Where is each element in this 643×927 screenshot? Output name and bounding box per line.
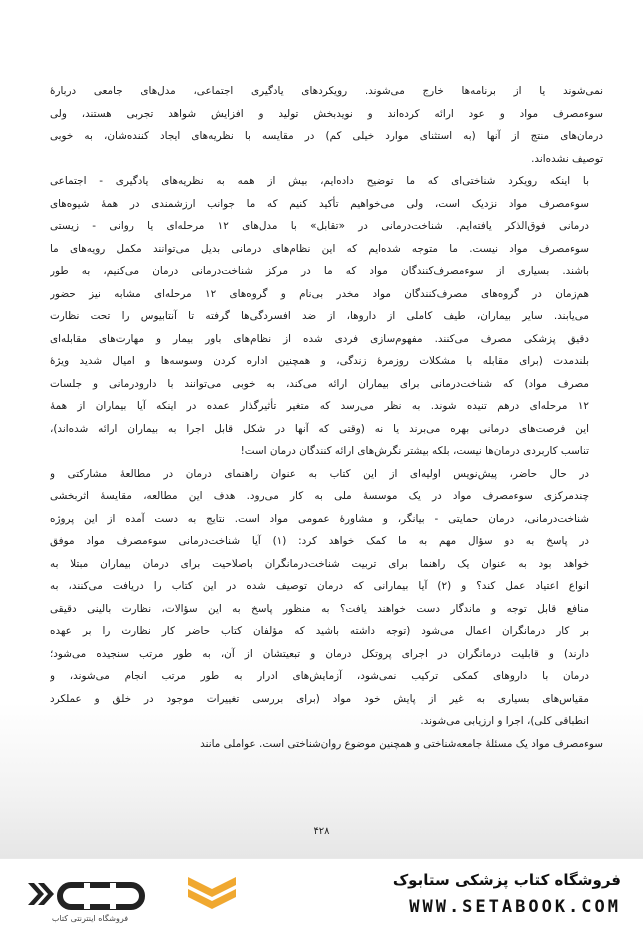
text-line: تناسب کاربردی درمان‌ها نیست، بلکه بیشتر نگرش‌های ارائه کنندگان درمان است!: [240, 445, 589, 457]
text-line: درمانی فوق‌الذکر یافته‌ایم. شناخت‌درمانی در «تقابل» با مدل‌های ۱۲ مرحله‌ای یا روانی - زیستی: [50, 220, 589, 232]
setabook-wordmark-logo: [22, 869, 152, 919]
text-line: ۱۲ مرحله‌ای درهم تنیده شوند. به نظر می‌رسد که متغیر تأثیرگذار عمده در اینکه آیا بیماران از همهٔ: [50, 400, 589, 412]
text-line: خواهد بود به عنوان یک راهنما برای تربیت شناخت‌درمانگران باصلاحیت برای درمان بیماران مبتلا به: [50, 557, 589, 570]
text-line: سوءمصرف مواد یک مسئلهٔ جامعه‌شناختی و همچنین موضوع روان‌شناختی است. عواملی مانند: [200, 737, 603, 750]
text-line: درمان با داروهای کمکی ترکیب نمی‌شود، آزمایش‌های ادرار به طور مرتب انجام می‌شوند، و: [50, 670, 589, 682]
text-line: می‌یابند. سایر بیماران، طیف کاملی از داروها، از ضد افسردگی‌ها گرفته تا آنتابیوس را تحت نظارت: [50, 310, 589, 322]
text-line: دارند) و قابلیت درمانگران در اجرای پروتکل درمان و تبعیتشان از آن، به طور مرتب سنجیده می‌شود؛: [50, 647, 589, 660]
brand-tagline: فروشگاه اینترنتی کتاب: [51, 914, 129, 923]
text-line: سوءمصرف مواد نزدیک است، ولی می‌خواهیم تأکید کنیم که ما جوانب ارزشمندی در همهٔ شیوه‌های: [50, 197, 589, 210]
setabook-chevron-logo: [184, 873, 240, 913]
text-line: با اینکه رویکرد شناختی‌ای که ما توضیح داده‌ایم، بیش از همه به نظریه‌های یادگیری - اجتماعی: [50, 175, 589, 187]
text-line: در حال حاضر، پیش‌نویس اولیه‌ای از این کتاب به عنوان راهنمای درمان در مطالعهٔ مشارکتی و: [50, 467, 589, 480]
text-line: انطباقی کلی)، اجرا و ارزیابی می‌شوند.: [420, 715, 589, 727]
text-line: دقیق پزشکی مصرف می‌کنند. مفهوم‌سازی فردی شده از نظام‌های باور بیمار و مهارت‌های مقابله‌ای: [50, 332, 589, 345]
text-line: منافع قابل توجه و ماندگار دست خواهند یافت؟ به منظور پاسخ به این سؤالات، نظارت بالینی دقیقی: [50, 602, 589, 615]
text-line: این فرصت‌های درمانی بهره می‌برند یا نه (وقتی که آنها در شکل قابل اجرا به بیماران ارائه شده‌اند)،: [50, 422, 589, 435]
store-name: فروشگاه کتاب پزشکی ستابوک: [392, 871, 621, 889]
text-line: مقیاس‌های بسیاری به غیر از پایش خود مواد (برای بررسی تغییرات موجود در خلق و عملکرد: [50, 692, 589, 705]
text-line: سوءمصرف مواد نیست. ما متوجه شده‌ایم که این نظام‌های درمانی بدیل می‌توانند مکمل رویه‌های ما: [50, 242, 589, 255]
paragraph: [50, 170, 603, 463]
page-body: [50, 80, 603, 755]
text-line: درمان‌های منتج از آنها (به استثنای موارد خیلی کم) در مقایسه با نظریه‌های ایجاد کننده‌شان، به خوبی: [50, 130, 603, 142]
text-line: بر کار درمانگران اعمال می‌شود (توجه داشته باشید که مؤلفان کتاب حاضر کار نظارت را بر عهده: [50, 625, 589, 637]
text-line: باشند. بسیاری از سوءمصرف‌کنندگان مواد که ما در مرکز شناخت‌درمانی درمان می‌کنیم، به طور: [50, 265, 589, 277]
text-line: انواع اعتیاد عمل کند؟ و (۲) آیا بیمارانی که درمان توصیف شده در این کتاب را دریافت می‌کنند، به: [50, 580, 589, 592]
text-line: مصرف مواد) که شناخت‌درمانی برای بیماران ارائه می‌کند، به خوبی می‌توانند با دارودرمانی و جلسات: [50, 377, 589, 390]
paragraph: [50, 733, 603, 756]
page-number: ۴۲۸: [313, 826, 330, 837]
text-line: نمی‌شوند یا از برنامه‌ها خارج می‌شوند. رویکردهای یادگیری اجتماعی، مدل‌های جامعی دربارهٔ: [50, 85, 603, 97]
paragraph: [50, 463, 603, 733]
text-line: در پاسخ به دو سؤال مهم به ما کمک خواهد کرد: (۱) آیا شناخت‌درمانی سوءمصرف مواد موفق: [50, 535, 589, 547]
text-line: بلندمدت (برای مقابله با مشکلات روزمرهٔ زندگی، و همچنین اداره کردن وسوسه‌ها و امیال شدید ویژهٔ: [50, 355, 589, 367]
text-line: چندمرکزی سوءمصرف مواد در یک موسسهٔ ملی به کار می‌رود. هدف این مطالعه، مقایسهٔ اثربخشی: [50, 490, 589, 502]
store-footer-banner: [0, 858, 643, 927]
text-line: هم‌زمان در گروه‌های مصرف‌کنندگان مواد مخدر بی‌نام و گروه‌های ۱۲ مرحله‌ای مشابه نیز حضور: [50, 287, 590, 300]
text-line: توصیف نشده‌اند.: [531, 152, 603, 165]
paragraph: [50, 80, 603, 170]
text-line: شناخت‌درمانی، درمان حمایتی - بیانگر، و مشاورهٔ عمومی مواد است. نتایج به دست آمده از این پروژه: [50, 512, 589, 525]
text-line: سوءمصرف مواد و عود ارائه کرده‌اند و نوید‌بخش تولید و افزایش شواهد تجربی هستند، ولی: [50, 107, 603, 120]
store-url[interactable]: WWW.SETABOOK.COM: [409, 897, 621, 917]
